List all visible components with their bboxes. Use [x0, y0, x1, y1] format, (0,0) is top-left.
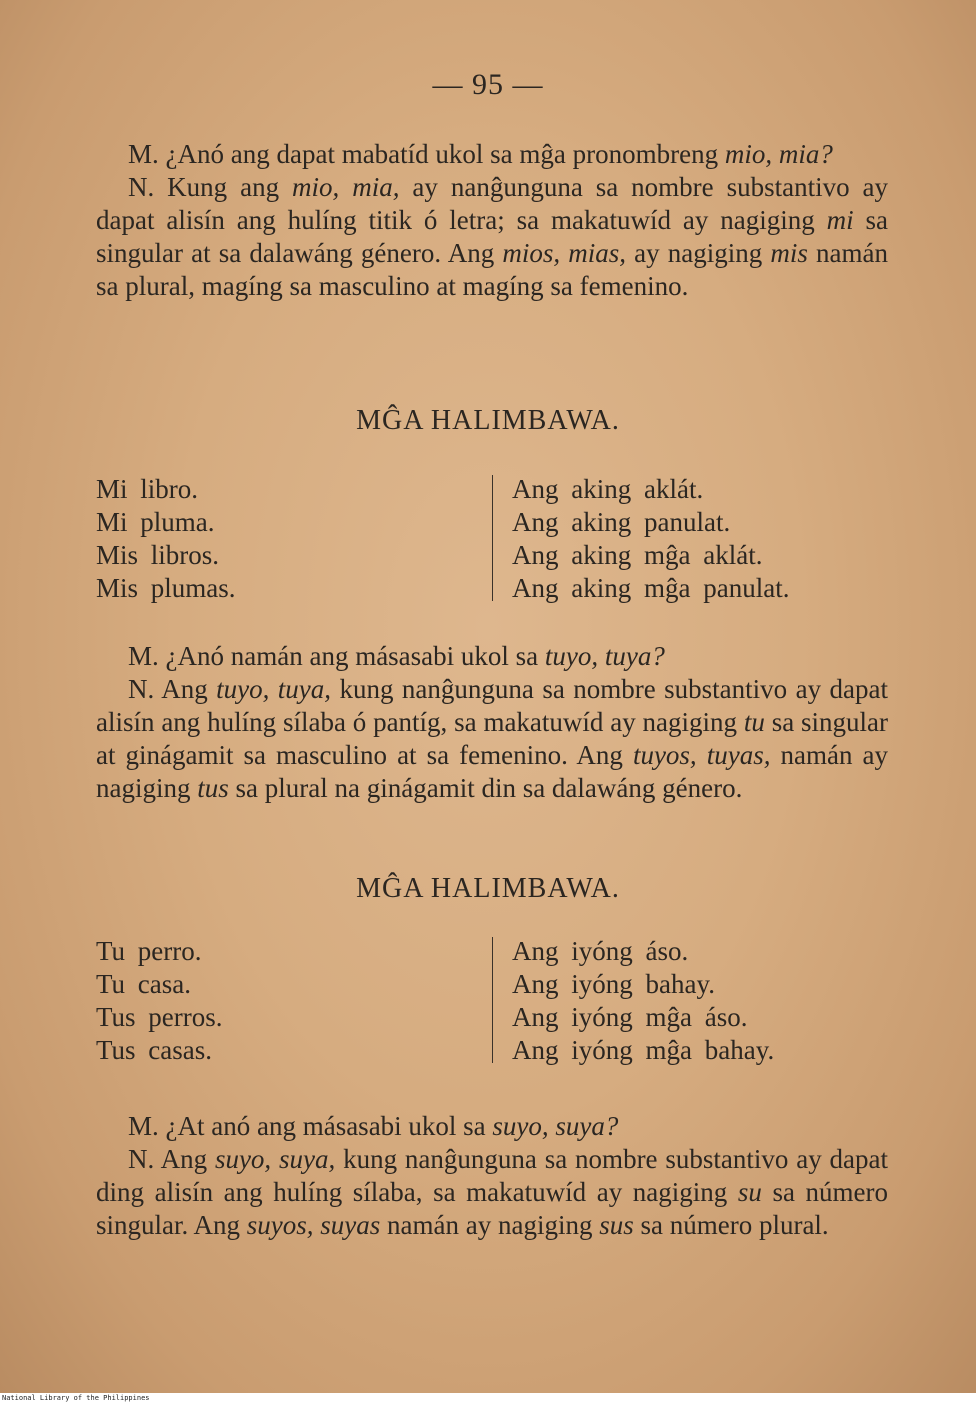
example-spanish: Tus perros. [96, 1002, 223, 1032]
page-number: — 95 — [432, 68, 544, 101]
example-tagalog: Ang iyóng mĝa áso. [512, 1002, 748, 1032]
answer-paragraph: N. Kung ang mio, mia, ay nanĝunguna sa nombre substantivo ay dapat alisín ang hulíng titik ó letra; sa makatuwíd ay nagiging mi sa singular at sa dalawáng género. Ang mios, mias, ay nagiging mis namán sa plural, magíng sa masculino at magíng sa femenino. [96, 172, 889, 301]
question-paragraph: M. ¿At anó ang másasabi ukol sa suyo, suya? [128, 1111, 619, 1141]
answer-paragraph: N. Ang suyo, suya, kung nanĝunguna sa nombre substantivo ay dapat ding alisín ang hulíng sílaba, sa makatuwíd ay nagiging su sa número singular. Ang suyos, suyas namán ay nagiging sus sa número plural. [96, 1144, 888, 1240]
examples-heading-2: MĜA HALIMBAWA. [356, 873, 620, 904]
example-spanish: Tu casa. [96, 969, 192, 999]
spanish-column [96, 935, 476, 1067]
question-paragraph: M. ¿Anó namán ang másasabi ukol sa tuyo, tuya? [128, 641, 665, 671]
column-divider [492, 475, 493, 601]
example-tagalog: Ang aking panulat. [512, 507, 731, 537]
example-spanish: Mi pluma. [96, 507, 215, 537]
library-credit: National Library of the Philippines [0, 1393, 976, 1403]
example-tagalog: Ang aking mĝa aklát. [512, 540, 763, 570]
example-spanish: Mis libros. [96, 540, 220, 570]
example-tagalog: Ang aking mĝa panulat. [512, 573, 790, 603]
answer-paragraph: N. Ang tuyo, tuya, kung nanĝunguna sa nombre substantivo ay dapat alisín ang hulíng sílaba ó pantíg, sa makatuwíd ay nagiging tu sa singular at ginágamit sa masculino at sa femenino. Ang tuyos, tuyas, namán ay nagiging tus sa plural na ginágamit din sa dalawáng género. [96, 674, 888, 803]
example-spanish: Mi libro. [96, 474, 199, 504]
examples-heading-1: MĜA HALIMBAWA. [356, 405, 620, 436]
example-spanish: Tu perro. [96, 936, 202, 966]
tagalog-column [512, 473, 892, 605]
column-divider [492, 937, 493, 1063]
example-tagalog: Ang aking aklát. [512, 474, 704, 504]
question-answer-block-1 [96, 138, 888, 303]
example-spanish: Mis plumas. [96, 573, 236, 603]
example-tagalog: Ang iyóng bahay. [512, 969, 715, 999]
tagalog-column [512, 935, 892, 1067]
question-answer-block-2 [96, 640, 888, 805]
example-tagalog: Ang iyóng mĝa bahay. [512, 1035, 775, 1065]
examples-table-2 [96, 935, 886, 1067]
spanish-column [96, 473, 476, 605]
question-paragraph: M. ¿Anó ang dapat mabatíd ukol sa mĝa pronombreng mio, mia? [128, 139, 833, 169]
examples-table-1 [96, 473, 886, 605]
question-answer-block-3 [96, 1110, 888, 1242]
example-spanish: Tus casas. [96, 1035, 213, 1065]
example-tagalog: Ang iyóng áso. [512, 936, 689, 966]
